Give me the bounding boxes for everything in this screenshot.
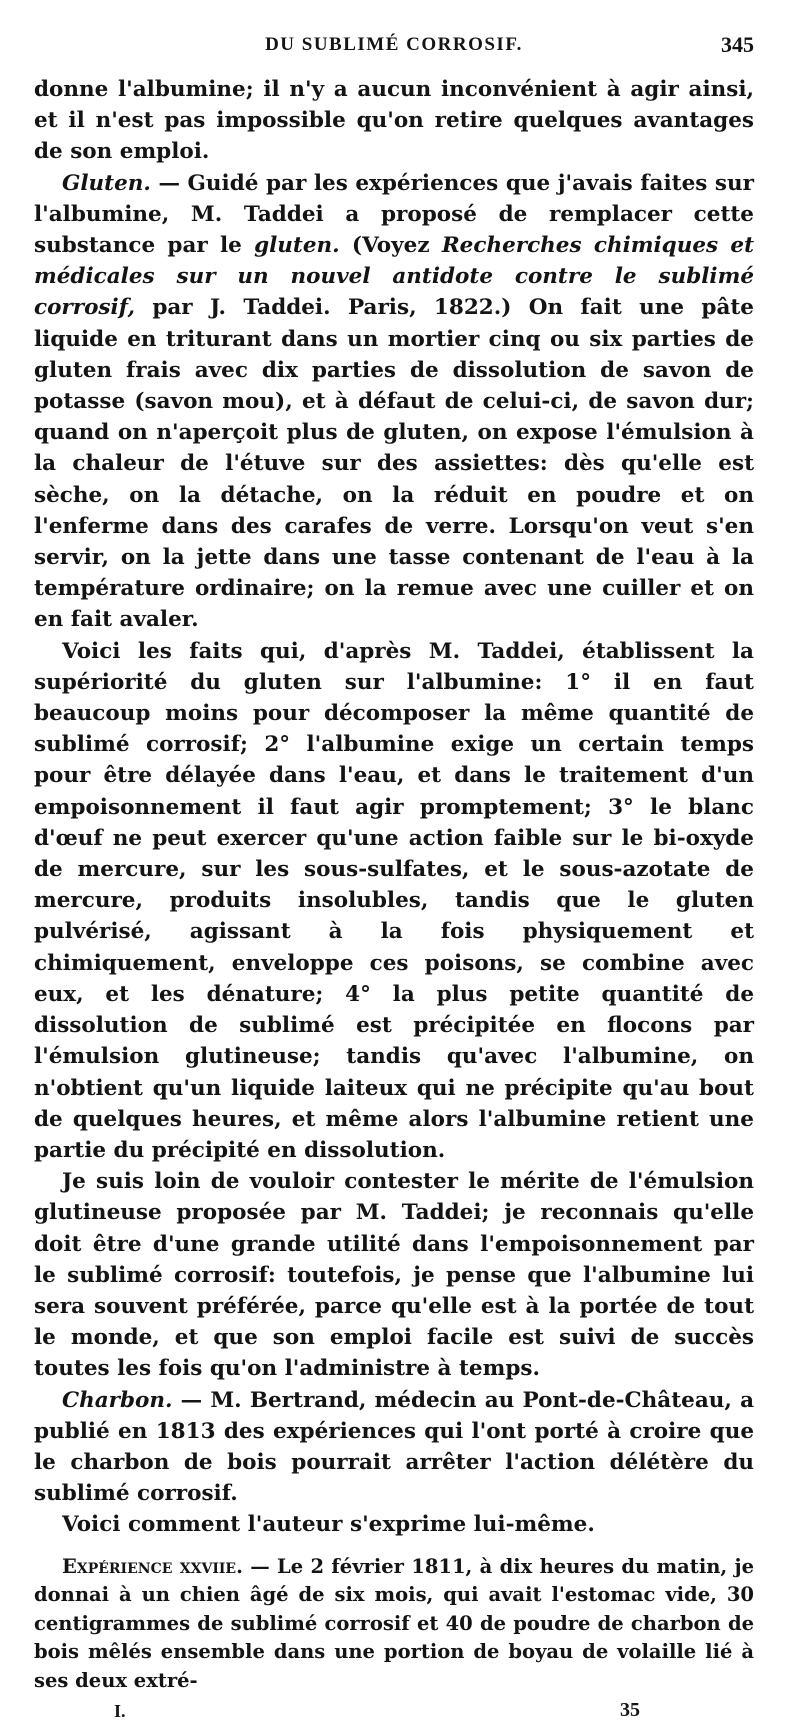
paragraph-text: — M. Bertrand, médecin au Pont-de-Château, a publié en 1813 des expériences qui l'ont porté à croire que le charbon de bois pourrait arrêter l'action délétère du sublimé corrosif. (34, 1387, 754, 1507)
paragraph-text: Voici comment l'auteur s'exprime lui-même. (62, 1512, 595, 1538)
paragraph-text: Voici les faits qui, d'après M. Taddei, établissent la supériorité du gluten sur l'albumine: 1° il en faut beaucoup moins pour décomposer la même quantité de sublimé corrosif; 2° l'albumine exige un certain temps pour être délayée dans l'eau, et dans le traitement d'un empoisonnement il faut agir promptement; 3° le blanc d'œuf ne peut exercer qu'une action faible sur le bi-oxyde de mercure, sur les sous-sulfates, et le sous-azotate de mercure, produits insolubles, tandis que le gluten pulvérisé, agissant à la fois physiquement et chimiquement, enveloppe ces poisons, se combine avec eux, et les dénature; 4° la plus petite quantité de dissolution de sublimé est précipitée en flocons par l'émulsion glutineuse; tandis qu'avec l'albumine, on n'obtient qu'un liquide laiteux qui ne précipite qu'au bout de quelques heures, et même alors l'albumine retient une partie du précipité en dissolution. (34, 638, 754, 1163)
paragraph-albumine-end (34, 74, 754, 168)
experiment-paragraph (34, 1553, 754, 1696)
paragraph-text: (Voyez (339, 233, 442, 259)
page-header (34, 34, 754, 74)
paragraph-intro-quote (34, 1509, 754, 1540)
italic-gluten: gluten. (254, 233, 340, 259)
page-footer (34, 1701, 754, 1731)
paragraph-taddei-facts (34, 636, 754, 1166)
paragraph-charbon (34, 1385, 754, 1510)
experiment-text: — Le 2 février 1811, à dix heures du matin, je donnai à un chien âgé de six mois, qui avait l'estomac vide, 30 centigrammes de sublimé corrosif et 40 de poudre de charbon de bois mêlés ensemble dans une portion de boyau de volaille lié à ses deux extré- (34, 1554, 754, 1692)
section-label-charbon: Charbon. (62, 1387, 173, 1413)
experiment-block (34, 1553, 754, 1696)
experiment-label: Expérience xxviie. (62, 1554, 243, 1578)
paragraph-text: par J. Taddei. Paris, 1822.) On fait une pâte liquide en triturant dans un mortier cinq ou six parties de gluten frais avec dix parties de dissolution de savon de potasse (savon mou), et à défaut de celui-ci, de savon dur; quand on n'aperçoit plus de gluten, on expose l'émulsion à la chaleur de l'étuve sur des assiettes: dès qu'elle est sèche, on la détache, on la réduit en poudre et on l'enferme dans des carafes de verre. Lorsqu'on veut s'en servir, on la jette dans une tasse contenant de l'eau à la température ordinaire; on la remue avec une cuiller et on en fait avaler. (34, 295, 754, 633)
signature-mark: I. (114, 1701, 126, 1722)
paragraph-text: Je suis loin de vouloir contester le mérite de l'émulsion glutineuse proposée par M. Taddei; je reconnais qu'elle doit être d'une grande utilité dans l'empoisonnement par le sublimé corrosif: toutefois, je pense que l'albumine lui sera souvent préférée, parce qu'elle est à la portée de tout le monde, et que son emploi facile est suivi de succès toutes les fois qu'on l'administre à temps. (34, 1169, 754, 1382)
body-text (34, 74, 754, 1541)
paragraph-gluten (34, 168, 754, 636)
sheet-number: 35 (620, 1699, 640, 1722)
book-reference: Recherches chimiques et médicales sur un nouvel antidote contre le sublimé corrosif, (34, 233, 755, 321)
running-title: DU SUBLIMÉ CORROSIF. (265, 34, 523, 55)
page-number: 345 (721, 32, 754, 57)
paragraph-text: donne l'albumine; il n'y a aucun inconvénient à agir ainsi, et il n'est pas impossible qu'on retire quelques avantages de son emploi. (34, 77, 754, 165)
section-label-gluten: Gluten. (62, 170, 151, 196)
paragraph-opinion (34, 1166, 754, 1384)
paragraph-text: — Guidé par les expériences que j'avais faites sur l'albumine, M. Taddei a proposé de remplacer cette substance par le (34, 170, 754, 259)
